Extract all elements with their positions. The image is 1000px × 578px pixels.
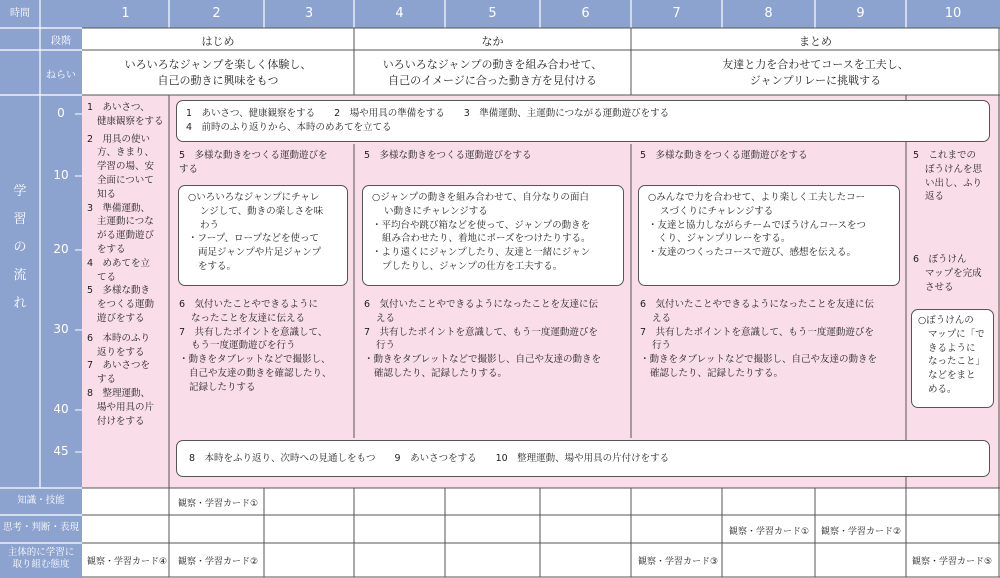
aim-label: ねらい bbox=[46, 70, 76, 81]
stage-label: 段階 bbox=[51, 36, 71, 47]
period1-flow: 1 あいさつ、 健康観察をする 2 用具の使い 方、きまり、 学習の場、安 全面について 知る 3 準備運動、 主運動につな がる運動遊び をする 4 めあてを立 てる 5 多様な動き をつくる運動 遊びをする 6 本時のふり 返りをする 7 あいさつを する 8 整理運動、 場や用具の片 付けをする bbox=[87, 102, 164, 427]
period-3: 3 bbox=[304, 6, 314, 21]
card-attitude-p1: 観察・学習カード④ bbox=[87, 557, 168, 567]
eval-attitude-label: 主体的に学習に 取り組む態度 bbox=[7, 547, 75, 570]
stage-matome: まとめ bbox=[799, 35, 832, 48]
stage-naka: なか bbox=[481, 35, 504, 48]
period-8: 8 bbox=[764, 6, 773, 21]
period-10: 10 bbox=[944, 6, 962, 21]
hajime-step5: 5 多様な動きをつくる運動遊びを する bbox=[179, 150, 328, 175]
time-40: 40 bbox=[53, 402, 69, 416]
hajime-steps-6-7: 6 気付いたことやできるように なったことを友達に伝える 7 共有したポイントを意識して、 もう一度運動遊びを行う ・動きをタブレットなどで撮影し、 自己や友達の動きを確認したり、 記録したりする bbox=[179, 299, 332, 393]
card-attitude-p7: 観察・学習カード③ bbox=[638, 557, 719, 567]
matome-step5: 5 多様な動きをつくる運動遊びをする bbox=[640, 150, 808, 161]
period-9: 9 bbox=[856, 6, 865, 21]
flow-label: 学 習 の 流 れ bbox=[13, 184, 27, 311]
time-30: 30 bbox=[53, 322, 69, 336]
card-knowledge-p2: 観察・学習カード① bbox=[178, 499, 259, 509]
period10-map-box: ○ぼうけんの マップに「で きるように なったこと」 などをまと める。 bbox=[911, 309, 994, 408]
eval-thinking-label: 思考・判断・表現 bbox=[2, 522, 79, 533]
period-2: 2 bbox=[212, 6, 221, 21]
card-thinking-p9: 観察・学習カード② bbox=[821, 527, 902, 537]
eval-knowledge-label: 知識・技能 bbox=[17, 495, 65, 506]
matome-activity-box: ○みんなで力を合わせて、より楽しく工夫したコー スづくりにチャレンジする ・友達と協力しながらチームでぼうけんコースをつ くり、ジャンプリレーをする。 ・友達のつくったコースで遊び、感想を伝える。 bbox=[638, 185, 900, 286]
aim-matome: 友達と力を合わせてコースを工夫し、 ジャンプリレーに挑戦する bbox=[722, 58, 909, 87]
card-attitude-p10: 観察・学習カード⑤ bbox=[912, 557, 993, 567]
naka-activity-box: ○ジャンプの動きを組み合わせて、自分なりの面白 い動きにチャレンジする ・平均台や跳び箱などを使って、ジャンプの動きを 組み合わせたり、着地にポーズをつけたりする。 ・より遠くにジャンプしたり、友達と一緒にジャン プしたりし、ジャンプの仕方を工夫する。 bbox=[362, 185, 624, 286]
card-thinking-p8: 観察・学習カード① bbox=[729, 527, 810, 537]
period10-step6: 6 ぼうけん マップを完成 させる bbox=[913, 254, 982, 293]
period-7: 7 bbox=[672, 6, 681, 21]
card-attitude-p2: 観察・学習カード② bbox=[178, 557, 259, 567]
period-4: 4 bbox=[395, 6, 404, 21]
hajime-activity-box: ○いろいろなジャンプにチャレ ンジして、動きの楽しさを味 わう ・フープ、ロープなどを使って 両足ジャンプや片足ジャンプ をする。 bbox=[178, 185, 348, 286]
stage-hajime: はじめ bbox=[201, 35, 235, 48]
closing-routine-box: 8 本時をふり返り、次時への見通しをもつ 9 あいさつをする 10 整理運動、場や用具の片付けをする bbox=[176, 440, 990, 477]
naka-step5: 5 多様な動きをつくる運動遊びをする bbox=[364, 150, 532, 161]
time-0: 0 bbox=[57, 106, 65, 120]
time-10: 10 bbox=[53, 168, 69, 182]
period-1: 1 bbox=[121, 6, 130, 21]
time-45: 45 bbox=[53, 444, 69, 458]
aim-hajime: いろいろなジャンプを楽しく体験し、 自己の動きに興味をもつ bbox=[124, 58, 312, 87]
naka-steps-6-7: 6 気付いたことやできるようになったことを友達に伝 える 7 共有したポイントを意識して、もう一度運動遊びを 行う ・動きをタブレットなどで撮影し、自己や友達の動きを 確認したり、記録したりする。 bbox=[364, 299, 602, 379]
period-5: 5 bbox=[488, 6, 497, 21]
time-label: 時間 bbox=[10, 8, 30, 19]
aim-naka: いろいろなジャンプの動きを組み合わせて、 自己のイメージに合った動き方を見付ける bbox=[382, 58, 603, 87]
period10-step5: 5 これまでの ぼうけんを思 い出し、ふり 返る bbox=[913, 150, 983, 203]
matome-steps-6-7: 6 気付いたことやできるようになったことを友達に伝 える 7 共有したポイントを意識して、もう一度運動遊びを 行う ・動きをタブレットなどで撮影し、自己や友達の動きを 確認したり、記録したりする。 bbox=[640, 299, 878, 379]
time-20: 20 bbox=[53, 242, 69, 256]
opening-routine-box: 1 あいさつ、健康観察をする 2 場や用具の準備をする 3 準備運動、主運動につながる運動遊びをする 4 前時のふり返りから、本時のめあてを立てる bbox=[176, 100, 990, 142]
period-6: 6 bbox=[581, 6, 590, 21]
